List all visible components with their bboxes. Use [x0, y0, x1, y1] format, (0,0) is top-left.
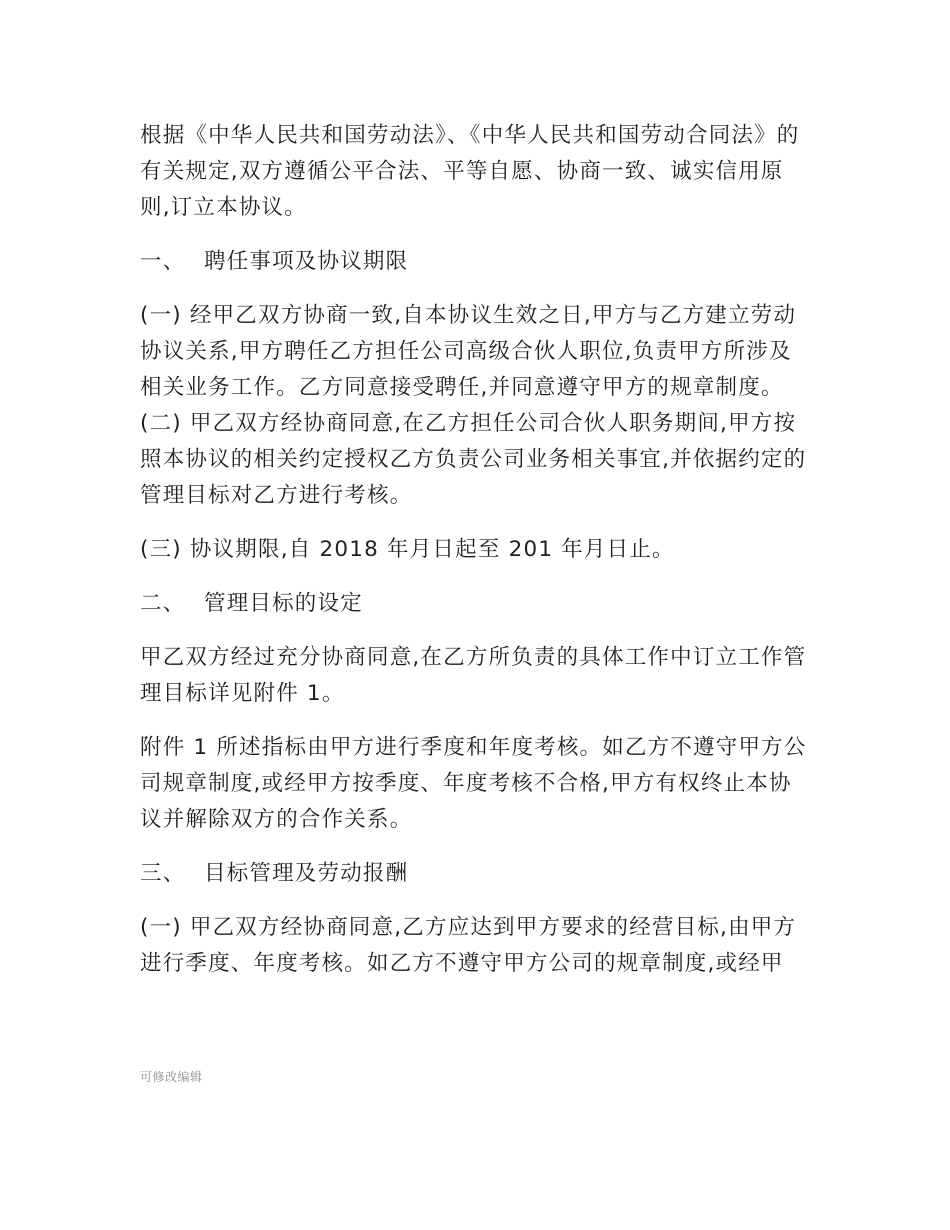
footer-editable-note: 可修改编辑 — [140, 1070, 203, 1084]
section-2-paragraph-1: 甲乙双方经过充分协商同意,在乙方所负责的具体工作中订立工作管理目标详见附件 1。 — [140, 645, 807, 706]
section-3-heading — [140, 856, 812, 892]
section-2-heading — [140, 586, 812, 622]
section-3-paragraph-1: (一) 甲乙双方经协商同意,乙方应达到甲方要求的经营目标,由甲方进行季度、年度考核。如乙方不遵守甲方公司的规章制度,或经甲 — [140, 915, 797, 976]
intro-paragraph: 根据《中华人民共和国劳动法》、《中华人民共和国劳动合同法》的有关规定,双方遵循公平合法、平等自愿、协商一致、诚实信用原则,订立本协议。 — [140, 123, 800, 220]
section-3-title: 目标管理及劳动报酬 — [204, 861, 409, 886]
section-2-title: 管理目标的设定 — [204, 591, 363, 616]
section-1-paragraph-1: (一) 经甲乙双方协商一致,自本协议生效之日,甲方与乙方建立劳动协议关系,甲方聘任乙方担任公司高级合伙人职位,负责甲方所涉及相关业务工作。乙方同意接受聘任,并同意遵守甲方的规章制度。 (二) 甲乙双方经协商同意,在乙方担任公司合伙人职务期间,甲方按照本协议的相关约定授权乙方负责公司业务相关事宜,并依据约定的管理目标对乙方进行考核。 — [140, 303, 807, 508]
section-2-number: 二、 — [140, 591, 186, 616]
section-1-title: 聘任事项及协议期限 — [204, 249, 409, 274]
document-body — [140, 118, 812, 1000]
section-1-heading — [140, 244, 812, 280]
section-2-paragraph-2: 附件 1 所述指标由甲方进行季度和年度考核。如乙方不遵守甲方公司规章制度,或经甲方按季度、年度考核不合格,甲方有权终止本协议并解除双方的合作关系。 — [140, 735, 807, 832]
section-1-number: 一、 — [140, 249, 186, 274]
section-1-paragraph-2: (三) 协议期限,自 2018 年月日起至 201 年月日止。 — [140, 537, 675, 562]
section-3-number: 三、 — [140, 861, 186, 886]
